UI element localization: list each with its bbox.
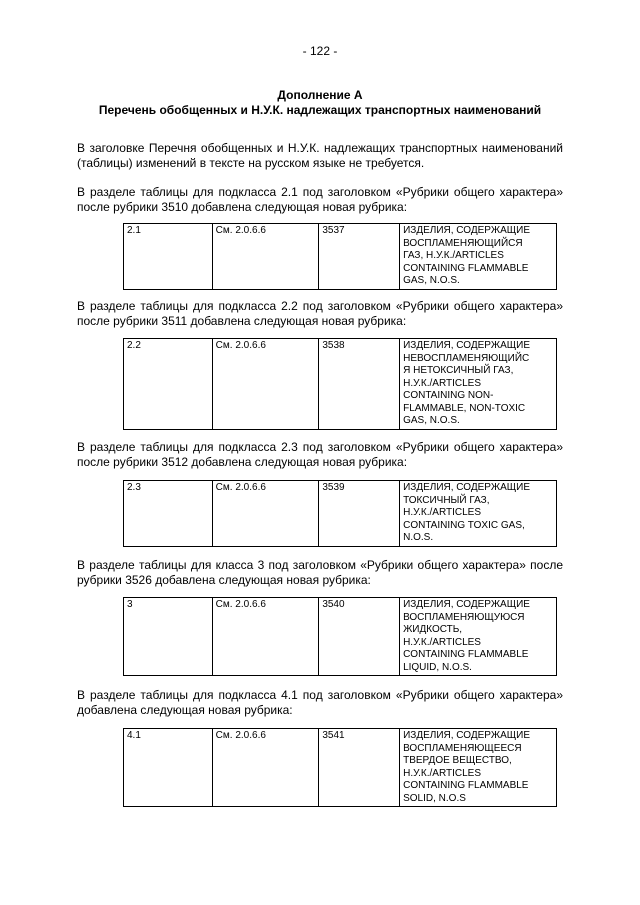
un-number-cell: 3538 <box>319 339 400 430</box>
table-row <box>124 729 557 807</box>
section-paragraph: В разделе таблицы для класса 3 под заголовком «Рубрики общего характера» после рубрики 3526 добавлена следующая новая рубрика: <box>77 558 563 587</box>
un-number-cell: 3540 <box>319 598 400 676</box>
appendix-title: Дополнение А <box>277 88 363 102</box>
shipping-name-cell: ИЗДЕЛИЯ, СОДЕРЖАЩИЕ НЕВОСПЛАМЕНЯЮЩИЙС Я НЕТОКСИЧНЫЙ ГАЗ, Н.У.К./ARTICLES CONTAINING NON- FLAMMABLE, NON-TOXIC GAS, N.O.S. <box>400 339 557 430</box>
shipping-name-cell: ИЗДЕЛИЯ, СОДЕРЖАЩИЕ ВОСПЛАМЕНЯЮЩИЙСЯ ГАЗ, Н.У.К./ARTICLES CONTAINING FLAMMABLE GAS, N.O.S. <box>400 224 557 290</box>
section-paragraph: В разделе таблицы для подкласса 2.1 под заголовком «Рубрики общего характера» после рубрики 3510 добавлена следующая новая рубрика: <box>77 185 563 214</box>
section-paragraph: В разделе таблицы для подкласса 2.2 под заголовком «Рубрики общего характера» после рубрики 3511 добавлена следующая новая рубрика: <box>77 299 563 328</box>
appendix-subtitle: Перечень обобщенных и Н.У.К. надлежащих транспортных наименований <box>98 103 542 117</box>
un-number-cell: 3537 <box>319 224 400 290</box>
class-cell: 3 <box>124 598 213 676</box>
section-paragraph: В разделе таблицы для подкласса 4.1 под заголовком «Рубрики общего характера» добавлена следующая новая рубрика: <box>77 688 563 717</box>
entry-table <box>123 597 557 676</box>
class-cell: 2.3 <box>124 481 213 547</box>
reference-cell: См. 2.0.6.6 <box>212 224 319 290</box>
class-cell: 2.2 <box>124 339 213 430</box>
table-row <box>124 481 557 547</box>
reference-cell: См. 2.0.6.6 <box>212 598 319 676</box>
shipping-name-cell: ИЗДЕЛИЯ, СОДЕРЖАЩИЕ ВОСПЛАМЕНЯЮЩУЮСЯ ЖИДКОСТЬ, Н.У.К./ARTICLES CONTAINING FLAMMABLE LIQUID, N.O.S. <box>400 598 557 676</box>
entry-table <box>123 223 557 290</box>
table-row <box>124 598 557 676</box>
reference-cell: См. 2.0.6.6 <box>212 339 319 430</box>
table-row <box>124 339 557 430</box>
class-cell: 4.1 <box>124 729 213 807</box>
appendix-heading <box>0 88 640 118</box>
page-number: - 122 - <box>302 44 338 58</box>
class-cell: 2.1 <box>124 224 213 290</box>
reference-cell: См. 2.0.6.6 <box>212 729 319 807</box>
entry-table <box>123 338 557 430</box>
shipping-name-cell: ИЗДЕЛИЯ, СОДЕРЖАЩИЕ ТОКСИЧНЫЙ ГАЗ, Н.У.К./ARTICLES CONTAINING TOXIC GAS, N.O.S. <box>400 481 557 547</box>
intro-paragraph: В заголовке Перечня обобщенных и Н.У.К. надлежащих транспортных наименований (таблицы) изменений в тексте на русском языке не требуется. <box>77 141 563 170</box>
shipping-name-cell: ИЗДЕЛИЯ, СОДЕРЖАЩИЕ ВОСПЛАМЕНЯЮЩЕЕСЯ ТВЕРДОЕ ВЕЩЕСТВО, Н.У.К./ARTICLES CONTAINING FLAMMABLE SOLID, N.O.S <box>400 729 557 807</box>
un-number-cell: 3539 <box>319 481 400 547</box>
entry-table <box>123 480 557 547</box>
reference-cell: См. 2.0.6.6 <box>212 481 319 547</box>
un-number-cell: 3541 <box>319 729 400 807</box>
entry-table <box>123 728 557 807</box>
section-paragraph: В разделе таблицы для подкласса 2.3 под заголовком «Рубрики общего характера» после рубрики 3512 добавлена следующая новая рубрика: <box>77 440 563 469</box>
table-row <box>124 224 557 290</box>
